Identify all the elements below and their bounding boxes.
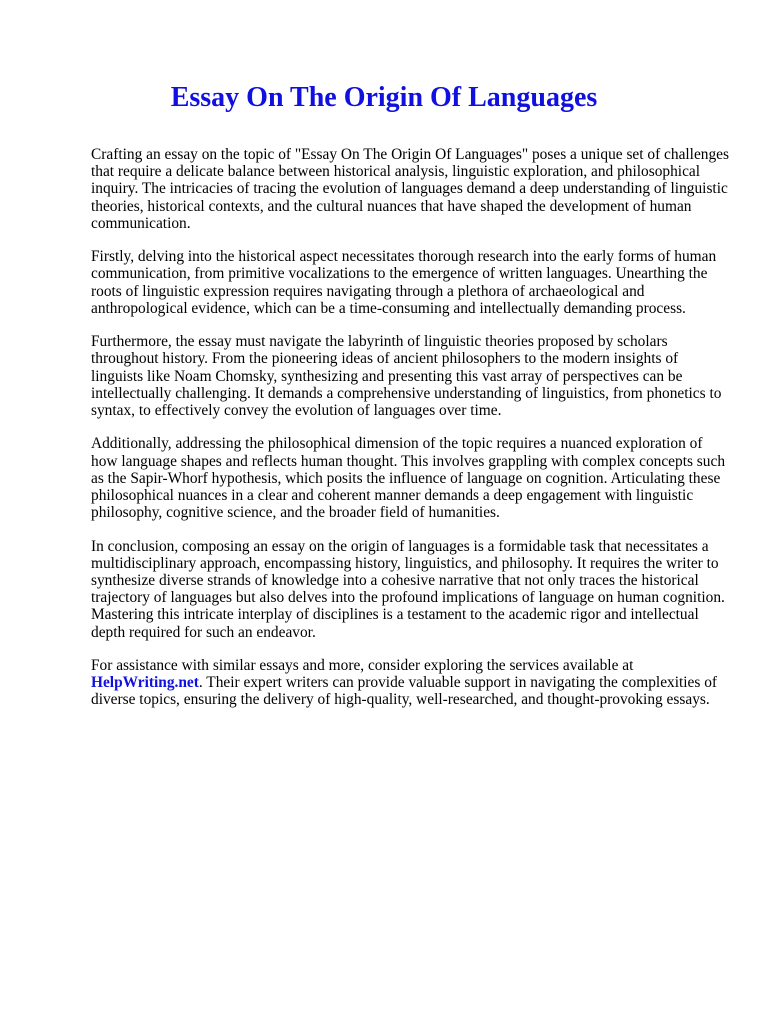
paragraph-conclusion: In conclusion, composing an essay on the origin of languages is a formidable task that necessitates a multidisciplinary approach, encompassing history, linguistics, and philosophy. It requires the writer to synthesize diverse strands of knowledge into a cohesive narrative that not only traces the historical trajectory of languages but also delves into the profound implications of language on human cognition. Mastering this intricate interplay of disciplines is a testament to the academic rigor and intellectual depth required for such an endeavor. — [91, 537, 725, 641]
paragraph-closing — [91, 657, 731, 709]
document-title: Essay On The Origin Of Languages — [170, 82, 598, 113]
closing-text-after: . Their expert writers can provide valuable support in navigating the complexities of diverse topics, ensuring the delivery of high-quality, well-researched, and thought-provoking essays. — [91, 674, 718, 709]
paragraph-philosophical: Additionally, addressing the philosophical dimension of the topic requires a nuanced exploration of how language shapes and reflects human thought. This involves grappling with complex concepts such as the Sapir-Whorf hypothesis, which posits the influence of language on cognition. Articulating these philosophical nuances in a clear and coherent manner demands a deep engagement with linguistic philosophy, cognitive science, and the broader field of humanities. — [91, 435, 726, 522]
paragraph-intro: Crafting an essay on the topic of "Essay On The Origin Of Languages" poses a unique set of challenges that require a delicate balance between historical analysis, linguistic exploration, and philosophical inquiry. The intricacies of tracing the evolution of languages demand a deep understanding of linguistic theories, historical contexts, and the cultural nuances that have shaped the development of human communication. — [91, 146, 730, 232]
closing-text-before: For assistance with similar essays and more, consider exploring the services available at — [91, 657, 634, 675]
paragraph-theories: Furthermore, the essay must navigate the labyrinth of linguistic theories proposed by scholars throughout history. From the pioneering ideas of ancient philosophers to the modern insights of linguists like Noam Chomsky, synthesizing and presenting this vast array of perspectives can be intellectually challenging. It demands a comprehensive understanding of linguistics, from phonetics to syntax, to effectively convey the evolution of languages over time. — [91, 333, 722, 420]
document-body — [91, 146, 731, 725]
paragraph-historical: Firstly, delving into the historical aspect necessitates thorough research into the early forms of human communication, from primitive vocalizations to the emergence of written languages. Unearthing the roots of linguistic expression requires navigating through a plethora of archaeological and anthropological evidence, which can be a time-consuming and intellectually demanding process. — [91, 248, 717, 317]
helpwriting-link[interactable]: HelpWriting.net — [91, 674, 199, 692]
